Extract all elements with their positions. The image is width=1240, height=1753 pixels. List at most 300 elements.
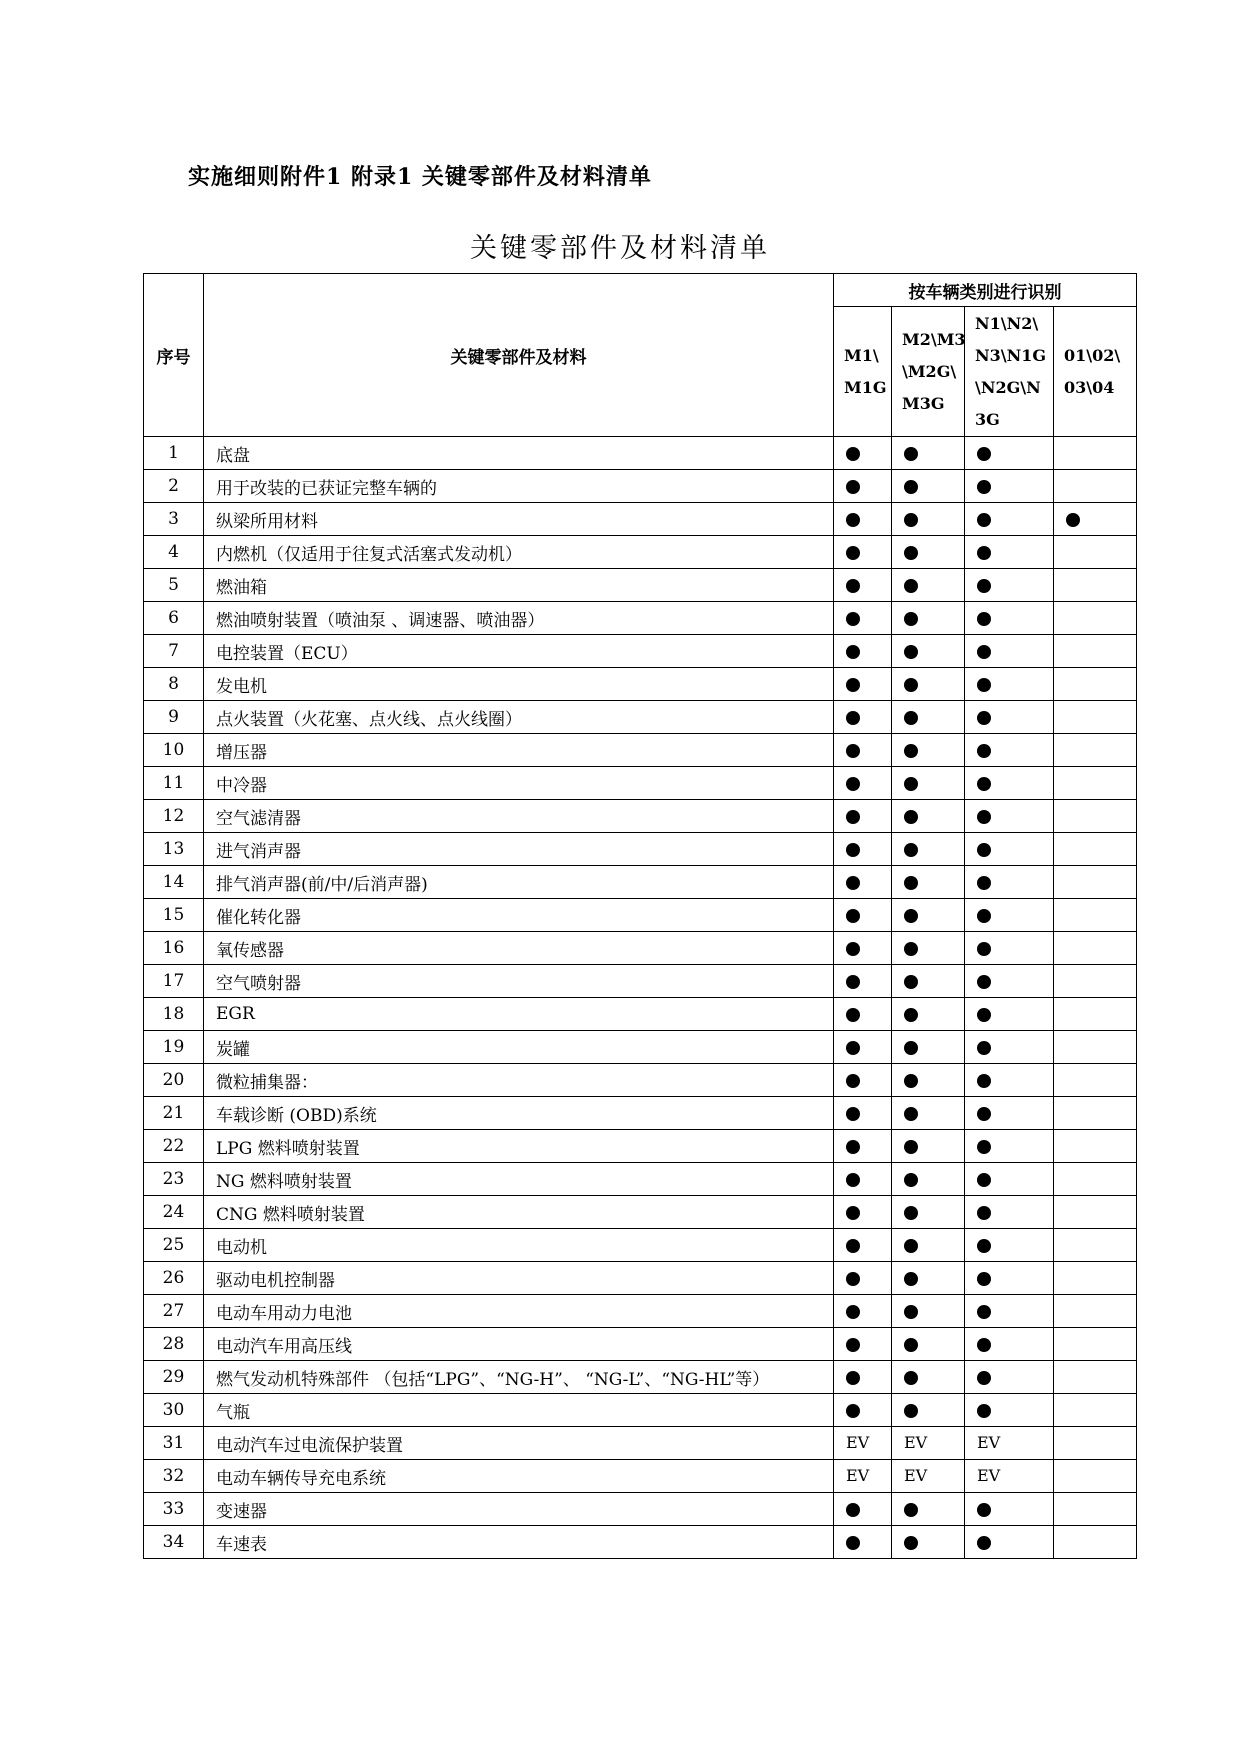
table-row [144,701,1137,734]
category-mark-cell [834,503,892,536]
table-row [144,1394,1137,1427]
category-mark-cell [834,1427,892,1460]
category-mark-cell [1054,1460,1137,1493]
category-mark-cell [892,470,965,503]
table-row [144,1328,1137,1361]
category-mark-cell [834,1394,892,1427]
category-mark-cell [1054,800,1137,833]
applicable-dot-icon [904,1305,918,1319]
table-row [144,800,1137,833]
header-category-line: N3\N1G [975,345,1047,365]
category-mark-cell [892,503,965,536]
category-mark-cell [892,437,965,470]
applicable-dot-icon [977,645,991,659]
applicable-dot-icon [846,1041,860,1055]
category-mark-cell [965,1262,1054,1295]
category-mark-cell [1054,932,1137,965]
applicable-dot-icon [904,1173,918,1187]
applicable-dot-icon [904,612,918,626]
applicable-dot-icon [846,909,860,923]
applicable-dot-icon [846,612,860,626]
category-mark-cell [892,1361,965,1394]
row-number: 14 [144,866,204,899]
applicable-dot-icon [977,1008,991,1022]
category-mark-cell [965,1031,1054,1064]
category-mark-cell [1054,1361,1137,1394]
category-mark-cell [965,569,1054,602]
applicable-dot-icon [846,942,860,956]
category-mark-cell [834,800,892,833]
table-row [144,899,1137,932]
applicable-dot-icon [846,678,860,692]
row-number: 33 [144,1493,204,1526]
applicable-dot-icon [846,579,860,593]
applicable-dot-icon [977,1371,991,1385]
applicable-dot-icon [846,1404,860,1418]
row-number: 16 [144,932,204,965]
applicable-dot-icon [977,1404,991,1418]
row-number: 9 [144,701,204,734]
category-mark-cell [965,998,1054,1031]
table-row [144,998,1137,1031]
category-mark-cell [834,734,892,767]
applicable-dot-icon [904,1338,918,1352]
category-mark-cell [834,1031,892,1064]
category-mark-cell [892,569,965,602]
row-number: 28 [144,1328,204,1361]
applicable-dot-icon [977,480,991,494]
part-name: 气瓶 [204,1394,834,1427]
row-number: 25 [144,1229,204,1262]
applicable-dot-icon [977,1140,991,1154]
category-mark-cell [892,998,965,1031]
applicable-dot-icon [977,1074,991,1088]
category-mark-cell [1054,635,1137,668]
category-mark-cell [1054,1295,1137,1328]
applicable-dot-icon [904,810,918,824]
applicable-dot-icon [904,744,918,758]
table-row [144,602,1137,635]
category-mark-cell [892,833,965,866]
category-mark-cell [1054,470,1137,503]
table-row [144,437,1137,470]
category-mark-cell [834,1196,892,1229]
applicable-dot-icon [846,777,860,791]
row-number: 11 [144,767,204,800]
category-mark-cell [965,1460,1054,1493]
category-mark-cell [892,668,965,701]
applicable-dot-icon [846,513,860,527]
part-name: 点火装置（火花塞、点火线、点火线圈） [204,701,834,734]
applicable-dot-icon [977,612,991,626]
row-number: 23 [144,1163,204,1196]
category-mark-cell [834,668,892,701]
category-mark-cell [965,1394,1054,1427]
category-mark-cell [892,602,965,635]
part-name: 排气消声器(前/中/后消声器) [204,866,834,899]
category-mark-cell [892,1064,965,1097]
part-name: 燃气发动机特殊部件 （包括“LPG”、“NG-H”、 “NG-L”、“NG-HL”等） [204,1361,834,1394]
category-mark-cell [1054,1130,1137,1163]
row-number: 34 [144,1526,204,1559]
header-category-line: M2\M3 [902,329,966,349]
part-name: 电动车用动力电池 [204,1295,834,1328]
applicable-dot-icon [904,1140,918,1154]
category-mark-cell [965,602,1054,635]
applicable-dot-icon [904,843,918,857]
category-mark-cell [1054,668,1137,701]
category-mark-cell [834,1460,892,1493]
part-name: 电动汽车过电流保护装置 [204,1427,834,1460]
header-category-3 [965,307,1054,437]
category-mark-cell [834,1526,892,1559]
category-mark-cell [1054,1229,1137,1262]
applicable-dot-icon [977,1206,991,1220]
applicable-dot-icon [846,1503,860,1517]
header-vehicle-category-group: 按车辆类别进行识别 [834,274,1137,307]
category-mark-cell [834,1493,892,1526]
applicable-ev-label: EV [904,1466,928,1485]
category-mark-cell [1054,965,1137,998]
category-mark-cell [965,1196,1054,1229]
category-mark-cell [965,1130,1054,1163]
category-mark-cell [965,668,1054,701]
applicable-dot-icon [846,447,860,461]
row-number: 8 [144,668,204,701]
category-mark-cell [892,1493,965,1526]
applicable-dot-icon [846,744,860,758]
parts-table [143,273,1137,1559]
category-mark-cell [892,1196,965,1229]
category-mark-cell [965,866,1054,899]
part-name: 空气滤清器 [204,800,834,833]
category-mark-cell [892,767,965,800]
row-number: 31 [144,1427,204,1460]
category-mark-cell [892,734,965,767]
part-name: 车载诊断 (OBD)系统 [204,1097,834,1130]
row-number: 2 [144,470,204,503]
category-mark-cell [892,932,965,965]
applicable-dot-icon [977,513,991,527]
header-category-line: M3G [902,393,945,413]
header-category-line: 01\02\ [1064,345,1121,365]
row-number: 7 [144,635,204,668]
category-mark-cell [892,899,965,932]
applicable-dot-icon [904,1272,918,1286]
applicable-dot-icon [846,1536,860,1550]
applicable-dot-icon [904,1206,918,1220]
category-mark-cell [834,569,892,602]
category-mark-cell [892,1229,965,1262]
category-mark-cell [892,536,965,569]
row-number: 22 [144,1130,204,1163]
applicable-dot-icon [904,1536,918,1550]
header-part-name: 关键零部件及材料 [204,274,834,437]
category-mark-cell [965,1328,1054,1361]
table-row [144,1031,1137,1064]
category-mark-cell [892,1031,965,1064]
row-number: 27 [144,1295,204,1328]
category-mark-cell [1054,503,1137,536]
category-mark-cell [834,1130,892,1163]
applicable-dot-icon [904,711,918,725]
category-mark-cell [892,965,965,998]
category-mark-cell [965,833,1054,866]
applicable-dot-icon [977,1536,991,1550]
category-mark-cell [1054,1427,1137,1460]
applicable-dot-icon [846,975,860,989]
category-mark-cell [1054,1493,1137,1526]
applicable-dot-icon [846,546,860,560]
row-number: 13 [144,833,204,866]
category-mark-cell [1054,1097,1137,1130]
category-mark-cell [834,899,892,932]
category-mark-cell [834,635,892,668]
applicable-dot-icon [846,645,860,659]
part-name: 增压器 [204,734,834,767]
table-row [144,1130,1137,1163]
part-name: 电动车辆传导充电系统 [204,1460,834,1493]
applicable-dot-icon [977,711,991,725]
part-name: 纵梁所用材料 [204,503,834,536]
header-category-line: M1G [844,377,887,397]
applicable-dot-icon [977,909,991,923]
applicable-dot-icon [977,975,991,989]
applicable-dot-icon [904,1107,918,1121]
category-mark-cell [834,437,892,470]
category-mark-cell [834,932,892,965]
part-name: LPG 燃料喷射装置 [204,1130,834,1163]
row-number: 26 [144,1262,204,1295]
table-row [144,1064,1137,1097]
applicable-dot-icon [904,975,918,989]
applicable-dot-icon [977,1173,991,1187]
table-row [144,734,1137,767]
applicable-ev-label: EV [846,1466,870,1485]
row-number: 1 [144,437,204,470]
category-mark-cell [965,437,1054,470]
category-mark-cell [965,701,1054,734]
applicable-dot-icon [846,711,860,725]
category-mark-cell [834,1262,892,1295]
applicable-dot-icon [846,1272,860,1286]
category-mark-cell [892,1526,965,1559]
row-number: 5 [144,569,204,602]
applicable-dot-icon [904,480,918,494]
applicable-ev-label: EV [977,1466,1001,1485]
applicable-dot-icon [904,1239,918,1253]
category-mark-cell [834,767,892,800]
applicable-dot-icon [846,1140,860,1154]
applicable-dot-icon [977,942,991,956]
applicable-dot-icon [977,1503,991,1517]
category-mark-cell [834,701,892,734]
table-row [144,1295,1137,1328]
row-number: 19 [144,1031,204,1064]
category-mark-cell [965,536,1054,569]
row-number: 29 [144,1361,204,1394]
category-mark-cell [834,602,892,635]
applicable-dot-icon [1066,513,1080,527]
row-number: 15 [144,899,204,932]
applicable-dot-icon [977,1107,991,1121]
table-row [144,470,1137,503]
part-name: 氧传感器 [204,932,834,965]
row-number: 30 [144,1394,204,1427]
part-name: 驱动电机控制器 [204,1262,834,1295]
category-mark-cell [965,767,1054,800]
applicable-dot-icon [977,447,991,461]
applicable-dot-icon [977,546,991,560]
category-mark-cell [965,1064,1054,1097]
applicable-dot-icon [904,546,918,560]
category-mark-cell [834,470,892,503]
table-row [144,1427,1137,1460]
applicable-dot-icon [846,876,860,890]
part-name: NG 燃料喷射装置 [204,1163,834,1196]
category-mark-cell [892,866,965,899]
table-row [144,965,1137,998]
applicable-dot-icon [977,678,991,692]
part-name: 空气喷射器 [204,965,834,998]
table-row [144,1493,1137,1526]
category-mark-cell [965,1295,1054,1328]
page-title: 关键零部件及材料清单 [470,233,770,264]
applicable-dot-icon [977,1272,991,1286]
applicable-dot-icon [904,876,918,890]
part-name: 内燃机（仅适用于往复式活塞式发动机） [204,536,834,569]
category-mark-cell [1054,1526,1137,1559]
table-row [144,1262,1137,1295]
category-mark-cell [1054,767,1137,800]
category-mark-cell [1054,569,1137,602]
category-mark-cell [892,1460,965,1493]
header-category-4 [1054,307,1137,437]
applicable-dot-icon [904,1404,918,1418]
category-mark-cell [1054,1328,1137,1361]
applicable-dot-icon [977,579,991,593]
category-mark-cell [965,635,1054,668]
applicable-ev-label: EV [977,1433,1001,1452]
applicable-dot-icon [977,777,991,791]
table-row [144,1163,1137,1196]
applicable-dot-icon [977,876,991,890]
part-name: 催化转化器 [204,899,834,932]
applicable-dot-icon [977,1305,991,1319]
category-mark-cell [892,1097,965,1130]
applicable-dot-icon [904,678,918,692]
category-mark-cell [1054,1262,1137,1295]
applicable-dot-icon [977,810,991,824]
part-name: 微粒捕集器： [204,1064,834,1097]
category-mark-cell [1054,734,1137,767]
category-mark-cell [834,1328,892,1361]
row-number: 3 [144,503,204,536]
applicable-dot-icon [904,1074,918,1088]
category-mark-cell [834,965,892,998]
category-mark-cell [965,1427,1054,1460]
applicable-dot-icon [904,1371,918,1385]
applicable-dot-icon [904,447,918,461]
category-mark-cell [1054,1031,1137,1064]
part-name: 底盘 [204,437,834,470]
table-row [144,767,1137,800]
category-mark-cell [834,1064,892,1097]
category-mark-cell [834,1163,892,1196]
applicable-dot-icon [977,1239,991,1253]
category-mark-cell [965,899,1054,932]
category-mark-cell [892,1163,965,1196]
category-mark-cell [965,470,1054,503]
category-mark-cell [965,1526,1054,1559]
part-name: 用于改装的已获证完整车辆的 [204,470,834,503]
part-name: 进气消声器 [204,833,834,866]
applicable-dot-icon [846,480,860,494]
part-name: 车速表 [204,1526,834,1559]
table-row [144,503,1137,536]
applicable-dot-icon [904,579,918,593]
part-name: 燃油喷射装置（喷油泵 、调速器、喷油器） [204,602,834,635]
table-row [144,635,1137,668]
table-row [144,569,1137,602]
header-category-line: M1\ [844,345,879,365]
table-row [144,833,1137,866]
header-no: 序号 [144,274,204,437]
category-mark-cell [892,1328,965,1361]
category-mark-cell [892,1295,965,1328]
row-number: 10 [144,734,204,767]
applicable-dot-icon [846,1305,860,1319]
table-row [144,1526,1137,1559]
part-name: 发电机 [204,668,834,701]
part-name: 电控装置（ECU） [204,635,834,668]
applicable-dot-icon [904,942,918,956]
category-mark-cell [834,866,892,899]
category-mark-cell [834,536,892,569]
applicable-dot-icon [846,1173,860,1187]
table-row [144,1229,1137,1262]
table-row [144,668,1137,701]
applicable-dot-icon [846,810,860,824]
applicable-dot-icon [977,843,991,857]
row-number: 20 [144,1064,204,1097]
part-name: 电动机 [204,1229,834,1262]
applicable-dot-icon [846,1107,860,1121]
category-mark-cell [1054,833,1137,866]
row-number: 32 [144,1460,204,1493]
table-row [144,1097,1137,1130]
category-mark-cell [892,1394,965,1427]
category-mark-cell [892,1262,965,1295]
category-mark-cell [834,833,892,866]
applicable-dot-icon [846,1008,860,1022]
header-category-line: 3G [975,409,1000,429]
header-category-line: \M2G\ [902,361,957,381]
category-mark-cell [965,1229,1054,1262]
part-name: EGR [204,998,834,1031]
row-number: 12 [144,800,204,833]
applicable-dot-icon [904,513,918,527]
applicable-dot-icon [904,1503,918,1517]
header-category-1 [834,307,892,437]
category-mark-cell [965,1097,1054,1130]
applicable-dot-icon [846,843,860,857]
category-mark-cell [1054,866,1137,899]
part-name: 燃油箱 [204,569,834,602]
category-mark-cell [834,1295,892,1328]
applicable-ev-label: EV [904,1433,928,1452]
row-number: 6 [144,602,204,635]
